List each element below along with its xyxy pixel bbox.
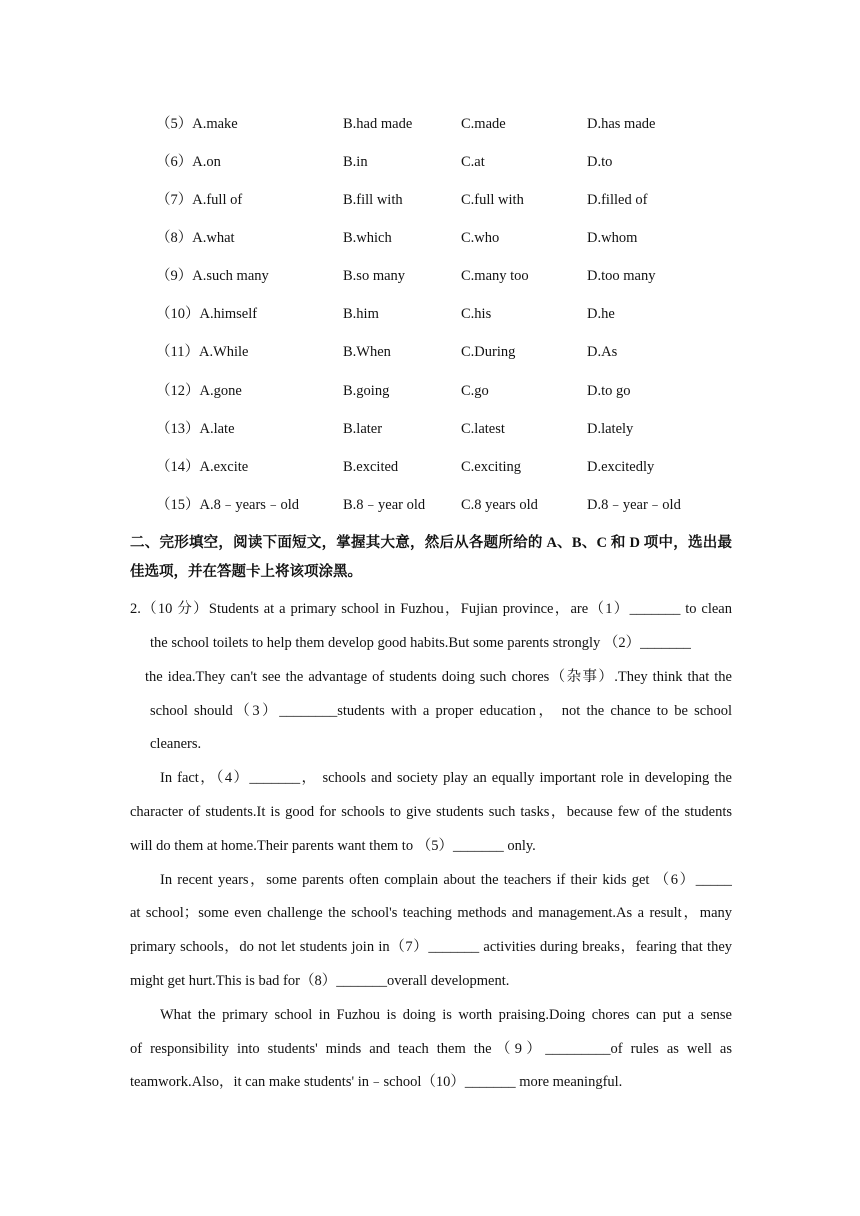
passage-line: In fact，（4）_______， schools and society play an equally important role in developing the: [160, 770, 732, 786]
option-a-text: A.himself: [199, 306, 258, 322]
option-number: （11）: [156, 344, 199, 360]
option-a: [156, 265, 269, 287]
option-a-text: A.make: [192, 116, 238, 132]
option-a-text: A.gone: [199, 383, 242, 399]
option-a: [156, 151, 221, 173]
option-row: [0, 303, 860, 325]
option-d: D.has made: [587, 116, 656, 132]
passage-line: What the primary school in Fuzhou is doing is worth praising.Doing chores can put a sense: [160, 1007, 732, 1023]
option-b: B.8﹣year old: [343, 497, 426, 513]
option-a-text: A.excite: [199, 459, 249, 475]
option-a: [156, 227, 235, 249]
option-row: [0, 494, 860, 516]
option-d: D.excitedly: [587, 459, 655, 475]
option-c: C.During: [461, 344, 516, 360]
passage-line: the school toilets to help them develop good habits.But some parents strongly （2）_______: [150, 635, 691, 651]
passage-line: cleaners.: [150, 736, 202, 752]
option-c: C.go: [461, 383, 489, 399]
option-a-text: A.on: [192, 154, 221, 170]
option-a: [156, 418, 235, 440]
option-row: [0, 380, 860, 402]
option-a: [156, 494, 299, 516]
option-a-text: A.full of: [192, 192, 243, 208]
option-row: [0, 265, 860, 287]
option-d: D.to go: [587, 383, 631, 399]
option-a: [156, 456, 248, 478]
option-b: B.which: [343, 230, 392, 246]
option-number: （12）: [156, 383, 200, 399]
option-a: [156, 341, 249, 363]
option-c: C.at: [461, 154, 485, 170]
passage-line: of responsibility into students' minds and teach them the（9）_________of rules as well as: [130, 1041, 732, 1057]
option-b: B.in: [343, 154, 368, 170]
passage-line: primary schools，do not let students join in（7）_______ activities during breaks，fearing that they: [130, 939, 732, 955]
option-a-text: A.such many: [192, 268, 269, 284]
option-a-text: A.While: [198, 344, 249, 360]
option-a: [156, 189, 242, 211]
option-row: [0, 341, 860, 363]
option-c: C.exciting: [461, 459, 522, 475]
option-c: C.many too: [461, 268, 529, 284]
passage-line: will do them at home.Their parents want them to （5）_______ only.: [130, 838, 536, 854]
option-d: D.he: [587, 306, 615, 322]
option-b: B.so many: [343, 268, 406, 284]
option-c: C.who: [461, 230, 500, 246]
passage-line: 2.（10 分）Students at a primary school in Fuzhou，Fujian province，are（1）_______ to clean: [130, 601, 732, 617]
option-d: D.too many: [587, 268, 656, 284]
option-a-text: A.8﹣years﹣old: [199, 497, 299, 513]
option-row: [0, 456, 860, 478]
option-a: [156, 303, 257, 325]
option-b: B.had made: [343, 116, 413, 132]
passage-line: In recent years，some parents often complain about the teachers if their kids get （6）_____: [160, 872, 732, 888]
option-b: B.fill with: [343, 192, 403, 208]
option-d: D.to: [587, 154, 613, 170]
option-number: （13）: [156, 421, 200, 437]
passage-line: at school；some even challenge the school's teaching methods and management.As a result，many: [130, 905, 732, 921]
option-number: （15）: [156, 497, 200, 513]
option-c: C.made: [461, 116, 506, 132]
passage-line: might get hurt.This is bad for（8）_______overall development.: [130, 973, 510, 989]
option-c: C.8 years old: [461, 497, 538, 513]
option-b: B.going: [343, 383, 390, 399]
option-a-text: A.late: [199, 421, 235, 437]
option-b: B.later: [343, 421, 383, 437]
option-row: [0, 227, 860, 249]
option-a: [156, 113, 238, 135]
option-row: [0, 189, 860, 211]
option-row: [0, 418, 860, 440]
option-number: （8）: [156, 230, 193, 246]
option-d: D.As: [587, 344, 618, 360]
option-d: D.filled of: [587, 192, 648, 208]
option-b: B.excited: [343, 459, 399, 475]
option-number: （5）: [156, 116, 193, 132]
option-d: D.8﹣year﹣old: [587, 497, 681, 513]
option-number: （9）: [156, 268, 193, 284]
option-b: B.When: [343, 344, 391, 360]
option-row: [0, 113, 860, 135]
option-a: [156, 380, 242, 402]
option-d: D.lately: [587, 421, 634, 437]
passage-line: teamwork.Also，it can make students' in﹣school（10）_______ more meaningful.: [130, 1074, 623, 1090]
option-row: [0, 151, 860, 173]
section-heading: 二、完形填空，阅读下面短文，掌握其大意，然后从各题所给的 A、B、C 和 D 项中，选出最佳选项，并在答题卡上将该项涂黑。: [130, 535, 732, 580]
option-number: （6）: [156, 154, 193, 170]
option-c: C.his: [461, 306, 492, 322]
passage-line: the idea.They can't see the advantage of students doing such chores（杂事）.They think that the: [145, 669, 732, 685]
option-d: D.whom: [587, 230, 638, 246]
passage-line: school should（3）________students with a proper education， not the chance to be school: [150, 703, 732, 719]
option-number: （14）: [156, 459, 200, 475]
option-number: （10）: [156, 306, 200, 322]
option-c: C.full with: [461, 192, 524, 208]
passage-line: character of students.It is good for schools to give students such tasks，because few of the students: [130, 804, 732, 820]
option-number: （7）: [156, 192, 193, 208]
option-a-text: A.what: [192, 230, 235, 246]
option-b: B.him: [343, 306, 379, 322]
option-c: C.latest: [461, 421, 505, 437]
